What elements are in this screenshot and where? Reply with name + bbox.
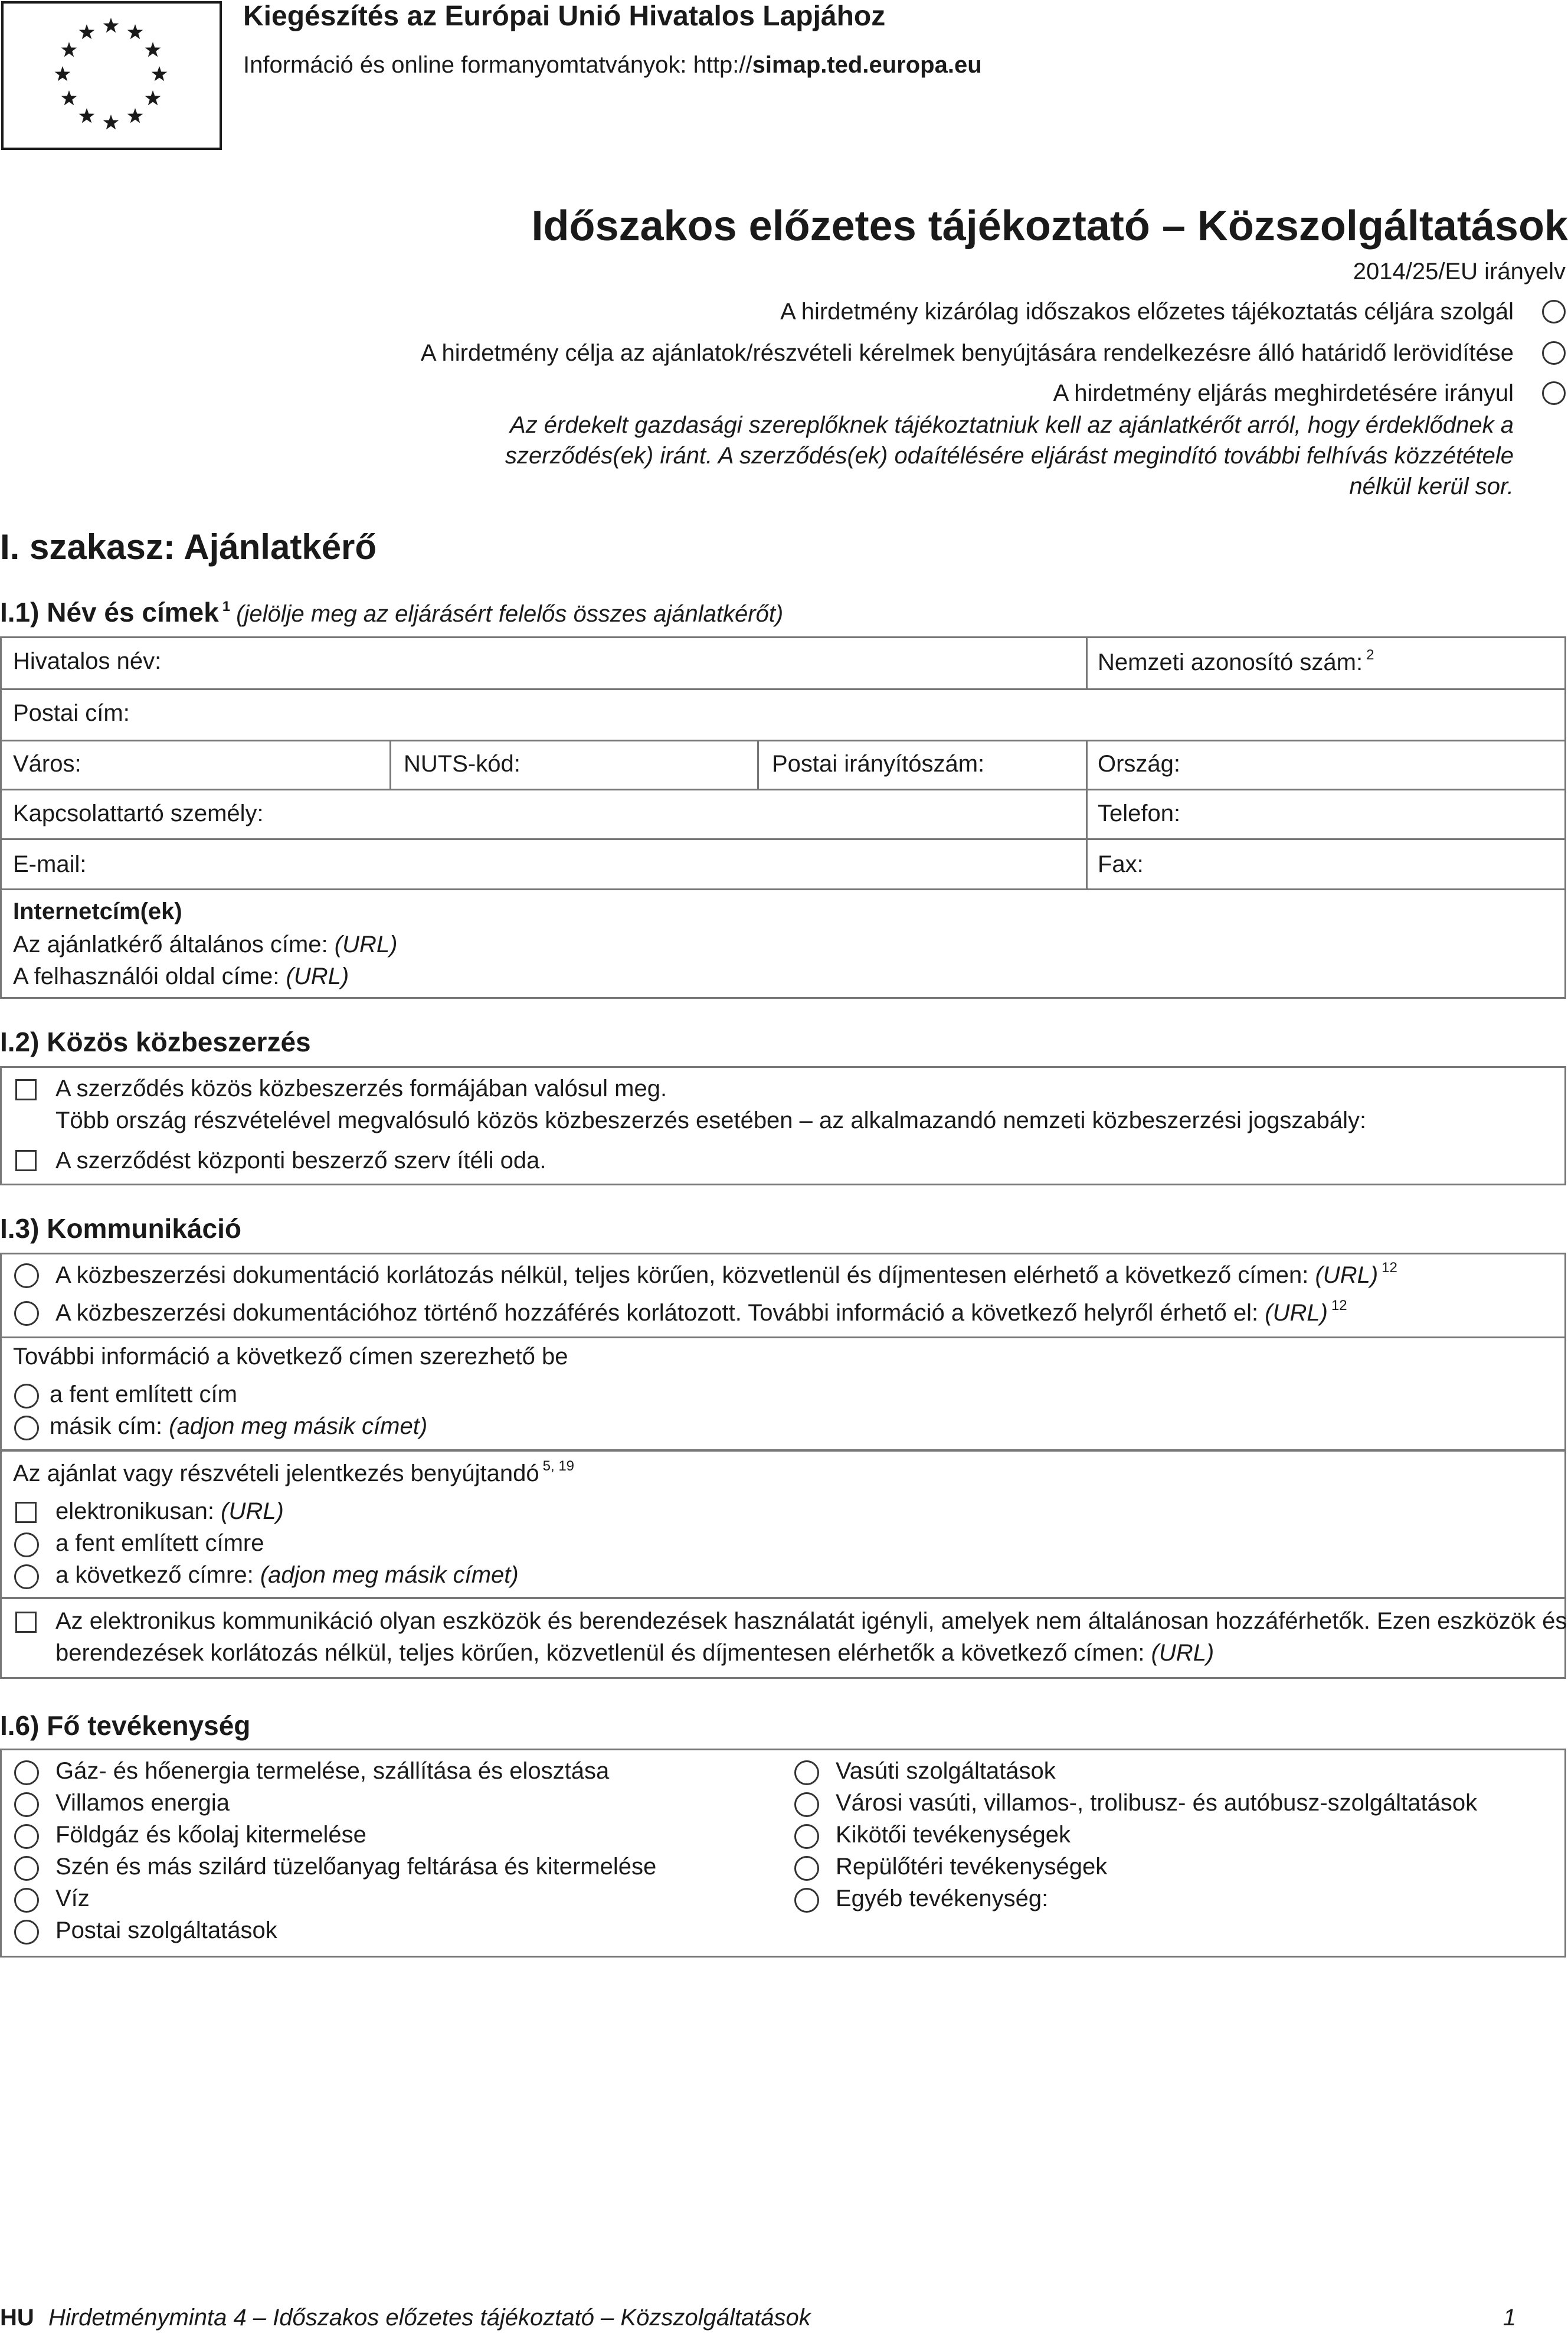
contact-person-field[interactable]: Kapcsolattartó személy:: [13, 800, 264, 826]
directive-label: 2014/25/EU irányelv: [1353, 259, 1566, 285]
footnote-ref: 1: [222, 599, 231, 615]
other-address-hint: (adjon meg másik címet): [260, 1562, 519, 1588]
to-above-radio[interactable]: [14, 1532, 39, 1557]
profile-address-label: A felhasználói oldal címe:: [13, 963, 280, 989]
activity-label: Kikötői tevékenységek: [836, 1822, 1071, 1848]
phone-field[interactable]: Telefon:: [1098, 800, 1181, 826]
postcode-field[interactable]: Postai irányítószám:: [772, 751, 985, 777]
central-purchasing-label: A szerződést központi beszerző szerv ítéli oda.: [55, 1148, 546, 1174]
activity-radio-gas-oil[interactable]: [14, 1824, 39, 1849]
notice-option-radio-3[interactable]: [1542, 381, 1566, 405]
to-following-radio[interactable]: [14, 1564, 39, 1589]
notice-option-radio-2[interactable]: [1542, 341, 1566, 365]
activity-radio-gas-heat[interactable]: [14, 1760, 39, 1785]
footnote-ref: 12: [1331, 1298, 1347, 1313]
divider: [389, 740, 391, 789]
internet-heading: Internetcím(ek): [13, 898, 182, 924]
submit-heading: [13, 1458, 574, 1487]
star-icon: [127, 24, 143, 39]
electronic-submit-label: [55, 1498, 284, 1525]
s1-1-heading-text: I.1) Név és címek: [0, 597, 219, 628]
other-address-label: [50, 1413, 427, 1440]
doc-restricted-radio[interactable]: [14, 1301, 39, 1326]
activity-label: Víz: [55, 1885, 90, 1911]
electronic-text: elektronikusan:: [55, 1498, 215, 1524]
e-comm-checkbox[interactable]: [15, 1612, 37, 1633]
official-name-field[interactable]: Hivatalos név:: [13, 648, 162, 674]
url-hint: (URL): [1265, 1300, 1328, 1326]
star-icon: [103, 115, 119, 129]
star-icon: [55, 66, 71, 81]
above-address-label: a fent említett cím: [50, 1381, 237, 1407]
e-comm-note-text: berendezések korlátozás nélkül, teljes körűen, közvetlenül és díjmentesen elérhetők a következő címen:: [55, 1640, 1145, 1666]
footnote-ref: 5, 19: [542, 1458, 575, 1474]
national-id-field[interactable]: [1098, 647, 1374, 676]
activity-label: Szén és más szilárd tüzelőanyag feltárása és kitermelése: [55, 1854, 657, 1880]
joint-procurement-note: Több ország részvételével megvalósuló közös közbeszerzés esetében – az alkalmazandó nemzeti közbeszerzési jogszabály:: [55, 1107, 1367, 1133]
national-id-label: Nemzeti azonosító szám:: [1098, 649, 1363, 675]
to-following-text: a következő címre:: [55, 1562, 254, 1588]
star-icon: [127, 108, 143, 123]
page-title: Időszakos előzetes tájékoztató – Közszolgáltatások: [531, 202, 1568, 250]
info-prefix: Információ és online formanyomtatványok: http://: [243, 52, 752, 78]
url-hint: (URL): [1151, 1640, 1215, 1666]
doc-restricted-text: A közbeszerzési dokumentációhoz történő hozzáférés korlátozott. További információ a következő helyről érhető el:: [55, 1300, 1259, 1326]
eu-stars-icon: [4, 4, 220, 148]
star-icon: [152, 66, 168, 81]
divider: [0, 1336, 1566, 1338]
footer-title: Hirdetményminta 4 – Időszakos előzetes tájékoztató – Közszolgáltatások: [48, 2305, 811, 2331]
activity-label: Repülőtéri tevékenységek: [836, 1854, 1108, 1880]
s1-1-heading: [0, 596, 783, 628]
divider: [1086, 740, 1088, 888]
email-field[interactable]: E-mail:: [13, 851, 87, 877]
star-icon: [79, 108, 95, 123]
notice-option-label-3: A hirdetmény eljárás meghirdetésére irányul: [1053, 380, 1514, 406]
activity-label: Földgáz és kőolaj kitermelése: [55, 1822, 366, 1848]
other-address-text: másik cím:: [50, 1413, 163, 1439]
more-info-label: További információ a következő címen szerezhető be: [13, 1344, 568, 1370]
s1-3-heading: I.3) Kommunikáció: [0, 1213, 241, 1244]
activity-label: Villamos energia: [55, 1790, 230, 1816]
to-above-label: a fent említett címre: [55, 1530, 264, 1556]
city-field[interactable]: Város:: [13, 751, 81, 777]
e-comm-note-line-1: Az elektronikus kommunikáció olyan eszközök és berendezések használatát igényli, amelyek nem általánosan hozzáférhetők. Ezen eszközök és: [55, 1608, 1567, 1634]
star-icon: [145, 90, 161, 105]
country-field[interactable]: Ország:: [1098, 751, 1181, 777]
submit-heading-text: Az ajánlat vagy részvételi jelentkezés benyújtandó: [13, 1460, 539, 1486]
divider: [0, 740, 1566, 741]
url-hint: (URL): [221, 1498, 284, 1524]
fax-field[interactable]: Fax:: [1098, 851, 1144, 877]
url-hint: (URL): [286, 963, 349, 989]
activity-radio-airport[interactable]: [794, 1856, 819, 1881]
star-icon: [61, 90, 77, 105]
joint-procurement-label: A szerződés közös közbeszerzés formájában valósul meg.: [55, 1076, 667, 1102]
footnote-ref: 12: [1382, 1260, 1397, 1276]
notice-option-label-1: A hirdetmény kizárólag időszakos előzetes tájékoztatás céljára szolgál: [780, 299, 1514, 325]
supplement-info: [243, 52, 982, 79]
section-title: I. szakasz: Ajánlatkérő: [0, 527, 377, 567]
divider: [1086, 636, 1088, 688]
star-icon: [79, 24, 95, 39]
other-address-hint: (adjon meg másik címet): [169, 1413, 428, 1439]
nuts-field[interactable]: NUTS-kód:: [404, 751, 521, 777]
eu-flag-icon: [1, 1, 222, 150]
activity-label: Városi vasúti, villamos-, trolibusz- és autóbusz-szolgáltatások: [836, 1790, 1478, 1816]
activity-label: Gáz- és hőenergia termelése, szállítása és elosztása: [55, 1758, 610, 1784]
star-icon: [61, 42, 77, 57]
activity-radio-other[interactable]: [794, 1888, 819, 1913]
url-hint: (URL): [334, 932, 398, 958]
above-address-radio[interactable]: [14, 1384, 39, 1409]
activity-radio-port[interactable]: [794, 1824, 819, 1849]
divider: [0, 838, 1566, 840]
doc-free-text: A közbeszerzési dokumentáció korlátozás nélkül, teljes körűen, közvetlenül és díjmentesen elérhető a következő címen:: [55, 1262, 1309, 1288]
e-comm-note-line-2: [55, 1640, 1214, 1666]
postal-address-field[interactable]: Postai cím:: [13, 700, 130, 726]
activity-radio-postal[interactable]: [14, 1920, 39, 1945]
activity-label: Postai szolgáltatások: [55, 1917, 277, 1943]
activity-radio-urban-transport[interactable]: [794, 1792, 819, 1817]
other-address-radio[interactable]: [14, 1416, 39, 1440]
central-purchasing-checkbox[interactable]: [15, 1150, 37, 1171]
footer-language: HU: [0, 2305, 34, 2331]
star-icon: [145, 42, 161, 57]
activity-radio-electricity[interactable]: [14, 1792, 39, 1817]
electronic-submit-checkbox[interactable]: [15, 1502, 37, 1523]
joint-procurement-checkbox[interactable]: [15, 1079, 37, 1100]
s1-1-subtitle: (jelölje meg az eljárásért felelős összes ajánlatkérőt): [236, 601, 784, 627]
page-number: 1: [1502, 2305, 1516, 2331]
divider: [0, 688, 1566, 690]
footnote-ref: 2: [1366, 647, 1374, 663]
doc-restricted-label: [55, 1298, 1347, 1326]
activity-label: Egyéb tevékenység:: [836, 1885, 1049, 1911]
divider: [0, 789, 1566, 790]
notice-italic-note: Az érdekelt gazdasági szereplőknek tájékoztatniuk kell az ajánlatkérőt arról, hogy érdeklődnek a szerződés(ek) iránt. A szerződés(ek) odaítélésére eljárást megindító további felhívás közzététele nélkül kerül sor.: [505, 412, 1514, 499]
activity-radio-coal[interactable]: [14, 1856, 39, 1881]
to-following-label: [55, 1562, 519, 1589]
activity-radio-railway[interactable]: [794, 1760, 819, 1785]
activity-label: Vasúti szolgáltatások: [836, 1758, 1056, 1784]
star-icon: [103, 18, 119, 32]
divider: [0, 888, 1566, 890]
s1-2-heading: I.2) Közös közbeszerzés: [0, 1027, 311, 1057]
supplement-title: Kiegészítés az Európai Unió Hivatalos Lapjához: [243, 1, 886, 32]
activity-radio-water[interactable]: [14, 1888, 39, 1913]
simap-link[interactable]: simap.ted.europa.eu: [752, 52, 982, 78]
notice-option-label-2: A hirdetmény célja az ajánlatok/részvételi kérelmek benyújtására rendelkezésre álló határidő lerövidítése: [420, 340, 1514, 366]
url-hint: (URL): [1315, 1262, 1379, 1288]
notice-option-radio-1[interactable]: [1542, 300, 1566, 323]
s1-6-heading: I.6) Fő tevékenység: [0, 1710, 251, 1741]
general-address-field[interactable]: [13, 932, 397, 958]
doc-free-radio[interactable]: [14, 1263, 39, 1288]
buyer-profile-field[interactable]: [13, 963, 349, 990]
general-address-label: Az ajánlatkérő általános címe:: [13, 932, 328, 958]
doc-free-label: [55, 1260, 1397, 1289]
divider: [757, 740, 759, 789]
